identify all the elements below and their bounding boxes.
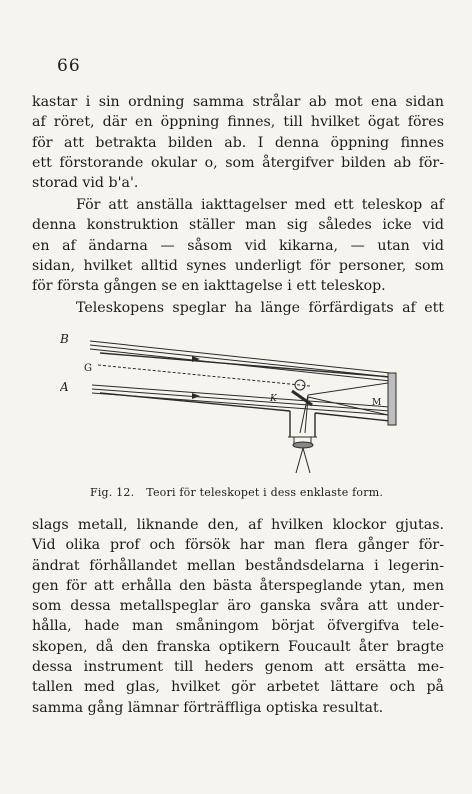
page-number: 66 <box>57 56 81 76</box>
paragraph-3 <box>32 298 444 318</box>
text-line: skopen, då den franska optikern Foucault åter bragte <box>32 638 444 655</box>
paragraph-4 <box>32 515 444 718</box>
label-m: M <box>372 398 382 408</box>
text-line: dessa instrument till heders genom att ersätta me- <box>32 659 444 676</box>
text-line: kastar i sin ordning samma strålar ab mot ena sidan <box>32 94 444 110</box>
text-line: samma gång lämnar förträffliga optiska resultat. <box>32 699 384 716</box>
text-line: För att anställa iakttagelser med ett teleskop af <box>76 197 444 213</box>
text-line: Teleskopens speglar ha länge förfärdigats af ett <box>76 300 444 316</box>
caption-number: Fig. 12. <box>90 486 135 499</box>
text-line: ändrat förhållandet mellan beståndsdelarna i legerin- <box>32 557 444 574</box>
text-line: som dessa metallspeglar äro ganska svåra att under- <box>32 598 444 615</box>
text-line: för att betrakta bilden ab. I denna öppning finnes <box>32 134 444 151</box>
text-line: ett förstorande okular o, som återgifver bilden ab för- <box>32 154 444 171</box>
text-line: slags metall, liknande den, af hvilken klockor gjutas. <box>32 517 444 533</box>
telescope-figure <box>60 333 420 478</box>
text-line: tallen med glas, hvilket gör arbetet lättare och på <box>32 679 444 696</box>
text-line: gen för att erhålla den bästa återspeglande ytan, men <box>32 577 444 594</box>
text-line: för första gången se en iakttagelse i ett teleskop. <box>32 278 386 295</box>
text-line: af röret, där en öppning finnes, till hvilket ögat föres <box>32 114 444 131</box>
caption-text: Teori för teleskopet i dess enklaste form. <box>146 486 384 499</box>
paragraph-1 <box>32 92 444 193</box>
paragraph-2 <box>32 195 444 296</box>
text-line: denna konstruktion ställer man sig således icke vid <box>32 217 444 234</box>
figure-caption <box>90 486 383 499</box>
label-b: B <box>60 333 69 346</box>
text-line: Vid olika prof och försök har man flera gånger för- <box>32 537 444 554</box>
label-k: K <box>270 394 277 404</box>
label-a: A <box>60 380 69 394</box>
label-g: G <box>84 363 92 374</box>
text-line: sidan, hvilket alltid synes underligt för personer, som <box>32 257 444 274</box>
text-line: en af ändarna — såsom vid kikarna, — utan vid <box>32 237 444 254</box>
telescope-diagram <box>60 333 420 478</box>
text-line: hålla, hade man småningom börjat öfvergifva tele- <box>32 618 444 635</box>
mirror <box>388 373 396 425</box>
text-line: storad vid b'a'. <box>32 175 139 192</box>
